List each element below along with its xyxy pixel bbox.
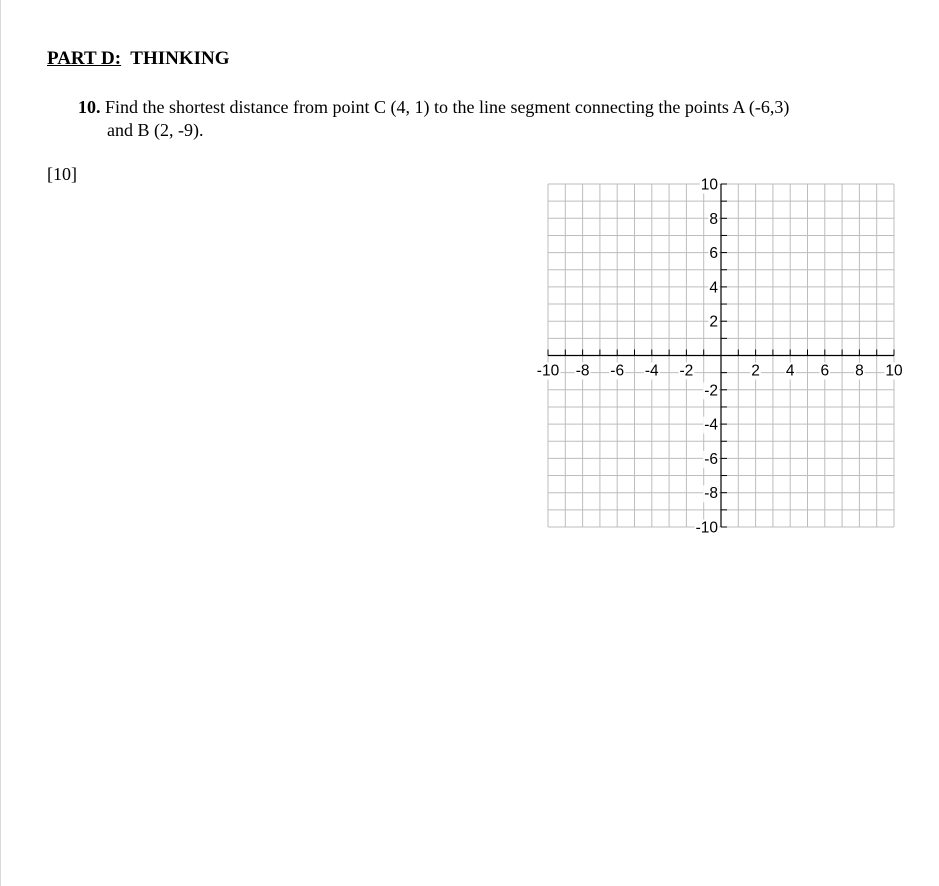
- question-marks: [10]: [47, 164, 77, 184]
- x-tick-label: -8: [575, 362, 590, 380]
- x-tick-label: -2: [679, 362, 694, 380]
- x-tick-label: 2: [751, 362, 760, 380]
- y-tick-label: 6: [709, 245, 718, 263]
- y-tick-label: -2: [704, 382, 718, 400]
- y-tick-label: -6: [704, 450, 718, 468]
- y-tick-label: 2: [709, 313, 718, 331]
- y-tick-label: 10: [700, 176, 718, 194]
- x-tick-label: 10: [885, 362, 903, 380]
- y-tick-label: -10: [695, 519, 718, 537]
- x-tick-label: -6: [610, 362, 625, 380]
- question-text-line1: Find the shortest distance from point C (4, 1) to the line segment connecting the points A (-6,3): [105, 97, 790, 117]
- x-tick-label: -10: [536, 362, 560, 380]
- y-tick-label: 8: [709, 210, 718, 228]
- part-name: THINKING: [130, 48, 230, 69]
- y-tick-label: -4: [704, 416, 718, 434]
- y-tick-label: 4: [709, 279, 718, 297]
- x-tick-label: 8: [855, 362, 864, 380]
- x-tick-label: 6: [820, 362, 830, 380]
- axis-labels: [536, 177, 904, 537]
- question-number: 10.: [78, 97, 101, 117]
- part-label: PART D:: [47, 48, 122, 69]
- y-tick-label: -8: [704, 485, 718, 503]
- question-text-line2: and B (2, -9).: [107, 120, 204, 140]
- x-tick-label: 4: [785, 362, 795, 380]
- x-tick-label: -4: [644, 362, 659, 380]
